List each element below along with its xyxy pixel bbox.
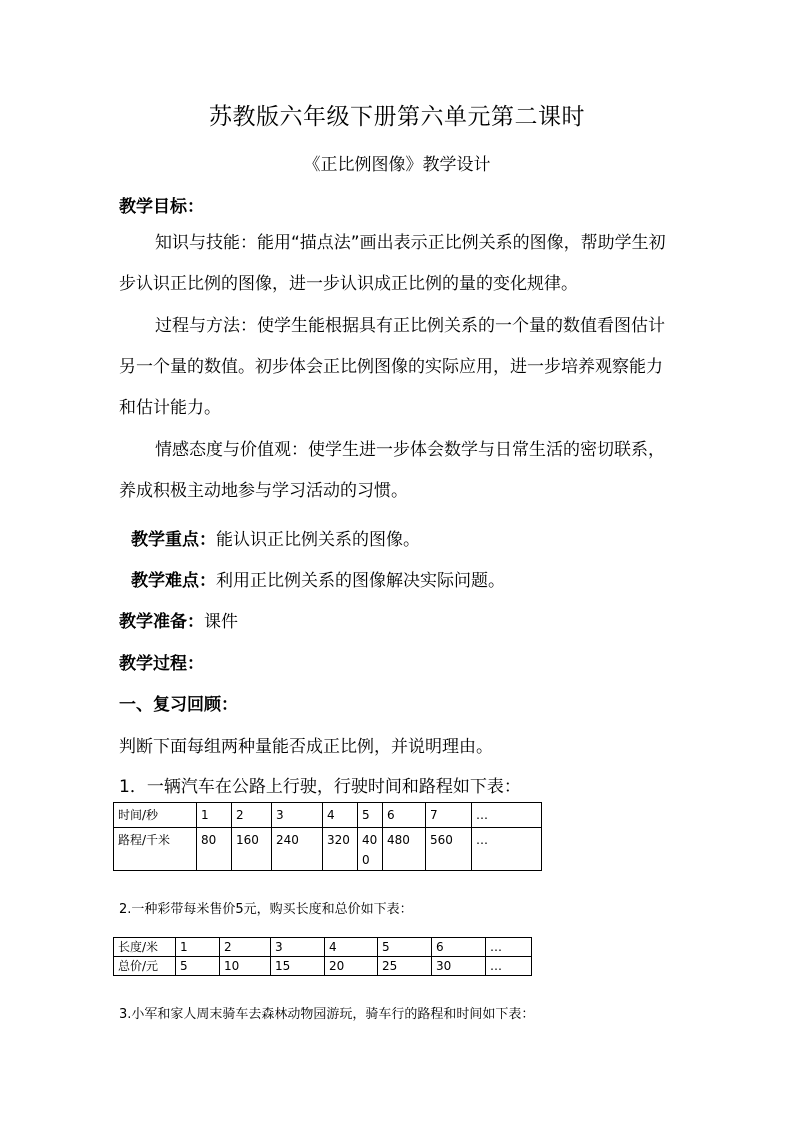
table-cell: 15 — [271, 957, 325, 976]
table-cell: 160 — [232, 828, 272, 871]
table-cell: 480 — [383, 828, 426, 871]
objective-knowledge — [119, 223, 679, 305]
question-3: 3.小军和家人周末骑车去森林动物园游玩，骑车行的路程和时间如下表： — [119, 1007, 535, 1022]
objective-text: 使学生进一步体会数学与日常生活的密切联系，养成积极主动地参与学习活动的习惯。 — [119, 440, 665, 501]
table-cell: 2 — [232, 803, 272, 828]
table-cell: 1 — [197, 803, 232, 828]
key-point — [131, 525, 420, 550]
question-1: 1．一辆汽车在公路上行驶，行驶时间和路程如下表： — [119, 777, 521, 797]
table-cell: 4 — [323, 803, 358, 828]
preparation-text: 课件 — [204, 612, 238, 632]
table-cell: 400 — [358, 828, 383, 871]
table-cell: 30 — [432, 957, 486, 976]
table-cell: 560 — [426, 828, 472, 871]
review-heading: 一、复习回顾： — [119, 695, 238, 715]
table-cell: 6 — [432, 938, 486, 957]
table-cell: 时间/秒 — [114, 803, 197, 828]
table-cell: 1 — [176, 938, 220, 957]
objective-process — [119, 306, 679, 429]
table-cell: 长度/米 — [114, 938, 176, 957]
process-heading: 教学过程： — [119, 654, 204, 674]
difficulty-text: 利用正比例关系的图像解决实际问题。 — [216, 571, 505, 591]
preparation — [119, 607, 238, 632]
table-cell: 总价/元 — [114, 957, 176, 976]
table-cell: … — [486, 957, 532, 976]
objective-emotion — [119, 430, 679, 512]
price-table — [113, 937, 532, 976]
objective-label: 过程与方法： — [155, 316, 257, 336]
document-title: 苏教版六年级下册第六单元第二课时 — [209, 104, 585, 130]
table-cell: 2 — [220, 938, 271, 957]
table-cell: 20 — [325, 957, 378, 976]
objective-label: 情感态度与价值观： — [155, 440, 308, 460]
preparation-label: 教学准备： — [119, 612, 204, 632]
key-point-label: 教学重点： — [131, 530, 216, 550]
table-row — [114, 957, 532, 976]
table-cell: 320 — [323, 828, 358, 871]
table-cell: 5 — [378, 938, 432, 957]
objective-text: 使学生能根据具有正比例关系的一个量的数值看图估计另一个量的数值。初步体会正比例图像的实际应用，进一步培养观察能力和估计能力。 — [119, 316, 665, 418]
table-cell: 80 — [197, 828, 232, 871]
objectives-heading: 教学目标： — [119, 197, 204, 217]
difficulty-label: 教学难点： — [131, 571, 216, 591]
table-row — [114, 803, 542, 828]
review-intro: 判断下面每组两种量能否成正比例，并说明理由。 — [119, 737, 493, 757]
table-cell: 4 — [325, 938, 378, 957]
table-cell: 5 — [176, 957, 220, 976]
table-cell: 3 — [272, 803, 323, 828]
table-cell: … — [486, 938, 532, 957]
table-cell: 5 — [358, 803, 383, 828]
document-subtitle: 《正比例图像》教学设计 — [303, 155, 491, 175]
table-row — [114, 938, 532, 957]
table-cell: 10 — [220, 957, 271, 976]
table-cell: 6 — [383, 803, 426, 828]
table-cell: 3 — [271, 938, 325, 957]
table-cell: 25 — [378, 957, 432, 976]
difficulty — [131, 566, 505, 591]
objective-label: 知识与技能： — [155, 233, 257, 253]
table-cell: 240 — [272, 828, 323, 871]
table-cell: 7 — [426, 803, 472, 828]
table-cell: … — [472, 828, 542, 871]
question-2: 2.一种彩带每米售价5元，购买长度和总价如下表： — [119, 902, 413, 917]
key-point-text: 能认识正比例关系的图像。 — [216, 530, 420, 550]
table-cell: … — [472, 803, 542, 828]
table-cell: 路程/千米 — [114, 828, 197, 871]
objective-text: 能用“描点法”画出表示正比例关系的图像，帮助学生初步认识正比例的图像，进一步认识成正比例的量的变化规律。 — [119, 233, 666, 294]
table-row — [114, 828, 542, 871]
speed-table — [113, 802, 542, 871]
